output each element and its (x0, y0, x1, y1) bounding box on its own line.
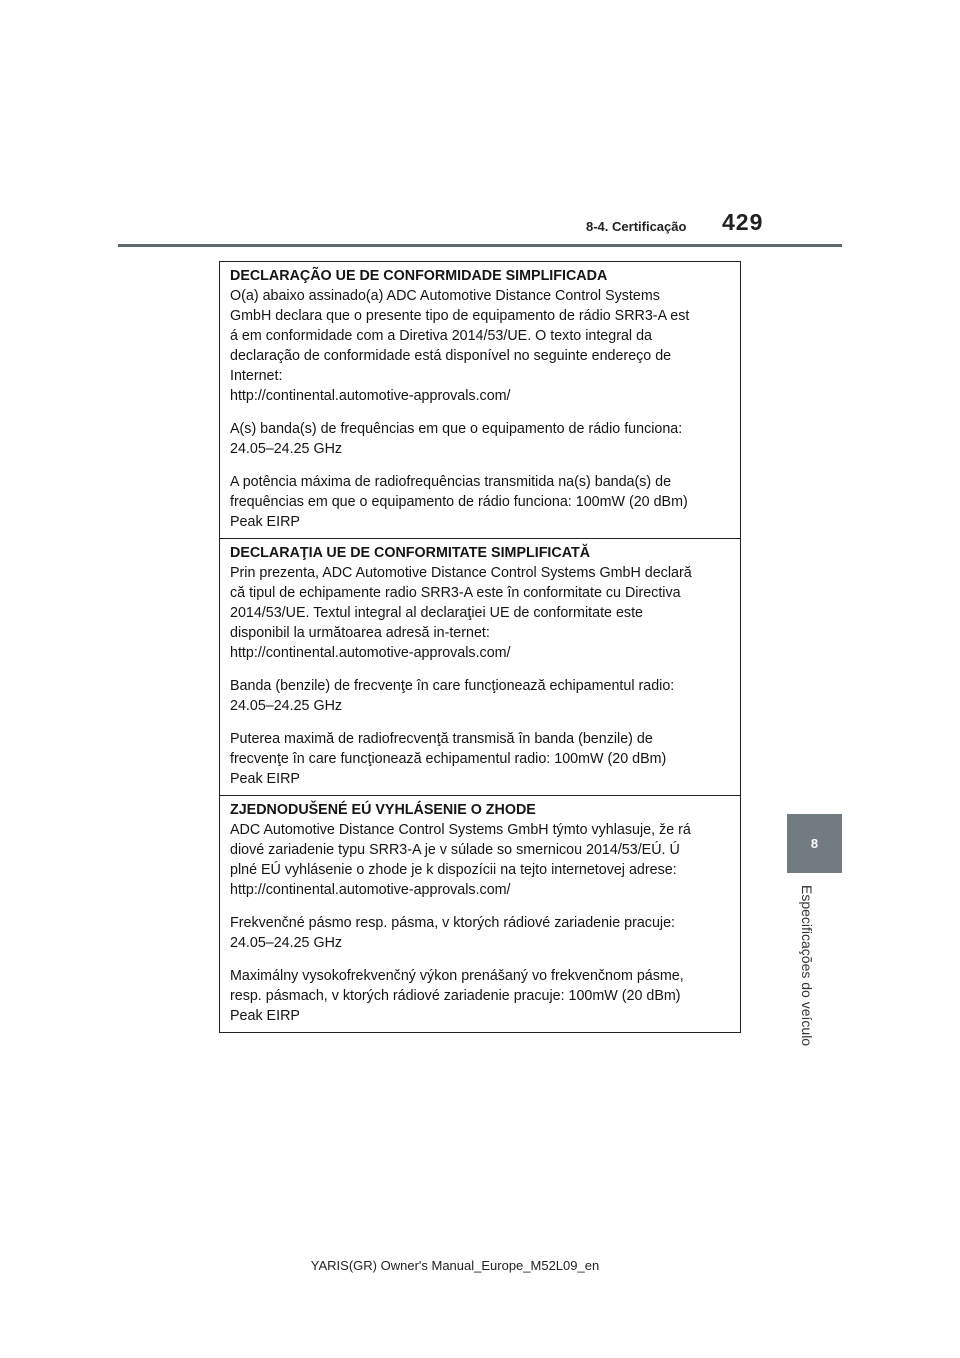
page-number: 429 (722, 209, 764, 235)
declaration-paragraph (230, 729, 730, 789)
declaration-section (220, 795, 740, 1032)
declaration-line: A potência máxima de radiofrequências transmitida na(s) banda(s) de (230, 474, 672, 490)
declaration-line: Puterea maximă de radiofrecvenţă transmisă în banda (benzile) de (230, 731, 653, 747)
declaration-heading: ZJEDNODUŠENÉ EÚ VYHLÁSENIE O ZHODE (230, 802, 536, 818)
footer-text: YARIS(GR) Owner's Manual_Europe_M52L09_en (310, 1258, 600, 1273)
header-rule (118, 244, 842, 247)
declaration-line: plné EÚ vyhlásenie o zhode je k dispozícii na tejto internetovej adrese: (230, 862, 677, 878)
declaration-paragraph (230, 563, 730, 663)
declaration-line: resp. pásmach, v ktorých rádiové zariadenie pracuje: 100mW (20 dBm) (230, 988, 681, 1004)
chapter-tab: 8 (787, 814, 842, 873)
declaration-line: Peak EIRP (230, 771, 300, 787)
declaration-paragraph (230, 966, 730, 1026)
declaration-paragraph (230, 676, 730, 716)
declaration-section (220, 262, 740, 538)
declaration-line: frecvenţe în care funcţionează echipamentul radio: 100mW (20 dBm) (230, 751, 667, 767)
declaration-line: http://continental.automotive-approvals.com/ (230, 388, 511, 404)
declaration-line: declaração de conformidade está disponível no seguinte endereço de (230, 348, 672, 364)
declaration-line: Prin prezenta, ADC Automotive Distance Control Systems GmbH declară (230, 565, 692, 581)
declaration-line: Peak EIRP (230, 514, 300, 530)
declaration-line: GmbH declara que o presente tipo de equipamento de rádio SRR3-A est (230, 308, 690, 324)
chapter-label: Especificações do veículo (799, 885, 815, 1047)
declaration-line: http://continental.automotive-approvals.com/ (230, 882, 511, 898)
declaration-line: http://continental.automotive-approvals.com/ (230, 645, 511, 661)
declaration-paragraph (230, 419, 730, 459)
declaration-box (219, 261, 741, 1033)
declaration-paragraph (230, 286, 730, 406)
declaration-heading: DECLARAŢIA UE DE CONFORMITATE SIMPLIFICATĂ (230, 545, 591, 561)
declaration-line: ADC Automotive Distance Control Systems GmbH týmto vyhlasuje, že rá (230, 822, 691, 838)
declaration-line: Internet: (230, 368, 283, 384)
declaration-line: diové zariadenie typu SRR3-A je v súlade so smernicou 2014/53/EÚ. Ú (230, 842, 680, 858)
declaration-heading: DECLARAÇÃO UE DE CONFORMIDADE SIMPLIFICADA (230, 268, 608, 284)
declaration-line: 24.05–24.25 GHz (230, 935, 343, 951)
declaration-section (220, 538, 740, 795)
declaration-line: A(s) banda(s) de frequências em que o equipamento de rádio funciona: (230, 421, 683, 437)
declaration-line: frequências em que o equipamento de rádio funciona: 100mW (20 dBm) (230, 494, 688, 510)
declaration-line: disponibil la următoarea adresă in-ternet: (230, 625, 490, 641)
declaration-paragraph (230, 913, 730, 953)
declaration-paragraph (230, 472, 730, 532)
declaration-paragraph (230, 820, 730, 900)
declaration-line: Frekvenčné pásmo resp. pásma, v ktorých rádiové zariadenie pracuje: (230, 915, 676, 931)
declaration-line: Banda (benzile) de frecvenţe în care funcţionează echipamentul radio: (230, 678, 675, 694)
declaration-line: Peak EIRP (230, 1008, 300, 1024)
declaration-line: á em conformidade com a Diretiva 2014/53/UE. O texto integral da (230, 328, 652, 344)
section-title: 8-4. Certificação (586, 219, 687, 234)
declaration-line: Maximálny vysokofrekvenčný výkon prenášaný vo frekvenčnom pásme, (230, 968, 684, 984)
declaration-line: 24.05–24.25 GHz (230, 698, 343, 714)
declaration-line: 2014/53/UE. Textul integral al declaraţiei UE de conformitate este (230, 605, 643, 621)
declaration-line: O(a) abaixo assinado(a) ADC Automotive Distance Control Systems (230, 288, 660, 304)
declaration-line: că tipul de echipamente radio SRR3-A este în conformitate cu Directiva (230, 585, 681, 601)
declaration-line: 24.05–24.25 GHz (230, 441, 343, 457)
